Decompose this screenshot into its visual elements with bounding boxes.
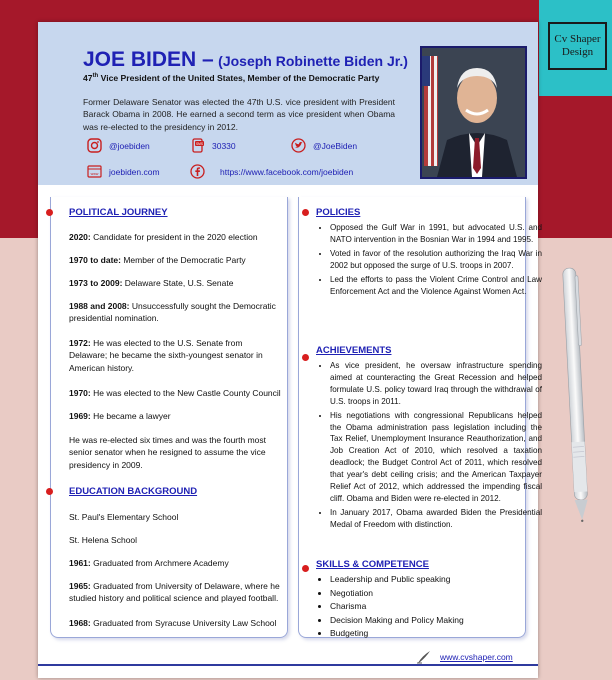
list-item: • Opposed the Gulf War in 1991, but advocated U.S. and NATO intervention in the Bosnian War in 1994 and 1995. — [330, 222, 542, 246]
political-entry: 1970: He was elected to the New Castle County Council — [69, 388, 281, 398]
political-entry: 1972: He was elected to the U.S. Senate from Delaware; he became the sixth-youngest senator in American history. — [69, 338, 263, 373]
brand-line-1: Cv Shaper — [554, 33, 601, 46]
list-item: • Led the efforts to pass the Violent Crime Control and Law Enforcement Act and the Violence Against Women Act. — [330, 274, 542, 298]
achievements-title: ACHIEVEMENTS — [316, 345, 392, 356]
education-title: EDUCATION BACKGROUND — [69, 486, 198, 497]
education-entry: 1968: Graduated from Syracuse University Law School — [69, 618, 277, 628]
twitter-icon — [291, 138, 306, 153]
name-short: JOE BIDEN – — [83, 48, 214, 71]
list-item: • Negotiation — [330, 587, 530, 601]
resume-sheet — [38, 22, 542, 678]
list-item: • Decision Making and Policy Making — [330, 614, 530, 628]
list-item: • Voted in favor of the resolution authorizing the Iraq War in 2002 but opposed the surge of U.S. troops in 2007. — [330, 248, 542, 272]
political-entry: 1988 and 2008: Unsuccessfully sought the Democratic presidential nomination. — [69, 301, 276, 324]
policies-list — [316, 222, 542, 299]
contact-twitter[interactable]: @JoeBiden — [291, 138, 357, 153]
contact-sms[interactable]: SMS 30330 — [190, 138, 236, 153]
role-title: 47th Vice President of the United States, Member of the Democratic Party — [83, 73, 380, 83]
brand-badge — [539, 0, 612, 96]
list-item: • As vice president, he oversaw infrastructure spending aimed at counteracting the Great Recession and helped formulate U.S. policy toward Iraq through the withdrawal of U.S. troops in 2011. — [330, 360, 542, 408]
name-full: (Joseph Robinette Biden Jr.) — [218, 53, 408, 69]
sms-icon — [190, 138, 205, 153]
political-closing: He was re-elected six times and was the fourth most senior senator when he resigned to assume the vice presidency in 2009. — [69, 435, 266, 470]
education-entry: St. Helena School — [69, 535, 138, 545]
skills-list — [316, 573, 530, 641]
list-item: • Budgeting — [330, 627, 530, 641]
contact-website[interactable]: www joebiden.com — [87, 164, 160, 179]
education-entry: 1965: Graduated from University of Delaware, where he studied history and political science and played football. — [69, 581, 280, 604]
skills-title: SKILLS & COMPETENCE — [316, 559, 429, 570]
political-entry: 1970 to date: Member of the Democratic Party — [69, 255, 246, 265]
political-journey-title: POLITICAL JOURNEY — [69, 207, 168, 218]
education-entry: 1961: Graduated from Archmere Academy — [69, 558, 229, 568]
facebook-icon — [190, 164, 205, 179]
svg-text:www: www — [90, 172, 99, 176]
political-entry: 1973 to 2009: Delaware State, U.S. Senate — [69, 278, 234, 288]
brand-line-2: Design — [561, 46, 594, 58]
contact-facebook[interactable]: https://www.facebook.com/joebiden — [190, 164, 353, 179]
pen-icon — [560, 262, 590, 527]
political-entry: 2020: Candidate for president in the 2020 election — [69, 232, 258, 242]
section-marker — [46, 488, 53, 495]
resume-body — [50, 197, 542, 650]
section-marker — [302, 209, 309, 216]
section-marker — [46, 209, 53, 216]
list-item: • In January 2017, Obama awarded Biden the Presidential Medal of Freedom with distinction. — [330, 507, 542, 531]
instagram-icon — [87, 138, 102, 153]
portrait-photo — [420, 46, 527, 179]
education-entry: St. Paul's Elementary School — [69, 512, 179, 522]
quill-logo-icon — [416, 650, 432, 664]
policies-title: POLICIES — [316, 207, 361, 218]
list-item: • Charisma — [330, 600, 530, 614]
summary: Former Delaware Senator was elected the 47th U.S. vice president with President Barack Obama in 2008. He earned a second term as vice president when Obama was re-elected to the presidency in 2012. — [83, 97, 395, 132]
brand-logo — [548, 22, 607, 70]
section-marker — [302, 565, 309, 572]
candidate-name — [83, 48, 408, 72]
footer-divider — [38, 664, 538, 666]
footer-website-link[interactable]: www.cvshaper.com — [440, 652, 513, 662]
footer — [416, 650, 513, 664]
political-entry: 1969: He became a lawyer — [69, 411, 171, 421]
contact-instagram[interactable]: @joebiden — [87, 138, 150, 153]
website-icon — [87, 164, 102, 179]
svg-text:SMS: SMS — [196, 142, 203, 146]
resume-header — [38, 22, 538, 185]
list-item: • Leadership and Public speaking — [330, 573, 530, 587]
achievements-list — [316, 360, 542, 533]
section-marker — [302, 354, 309, 361]
list-item: • His negotiations with congressional Republicans helped the Obama administration pass legislation including the Tax Relief, Unemployment Insurance Reauthorization, and Job Creation Act of 2010, which resolved a taxation deadlock; the Budget Control Act of 2011, which resolved that year's debt ceiling crisis; and the American Taxpayer Relief Act of 2012, which addressed the impending fiscal cliff. Obama and Biden were re-elected in 2012. — [330, 410, 542, 505]
